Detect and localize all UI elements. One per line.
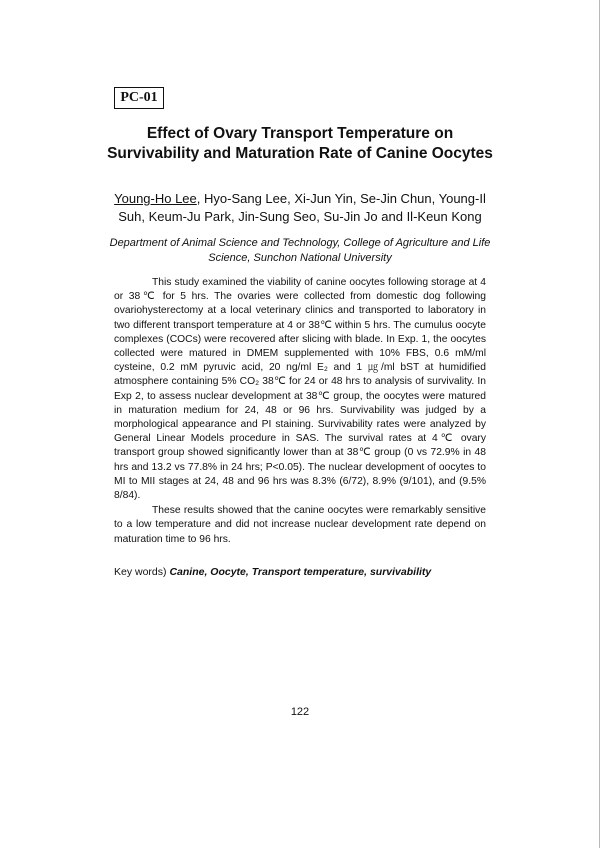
keywords-line (114, 565, 486, 579)
paper-code-badge: PC-01 (114, 87, 164, 109)
abstract-paragraph-1: This study examined the viability of canine oocytes following storage at 4 or 38℃ for 5 hrs. The ovaries were collected from domestic dog following ovariohysterectomy at a local veterinary clinics and transported to laboratory in two different transport temperature at 4 or 38℃ within 5 hrs. The cumulus oocyte complexes (COCs) were recovered after slicing with blade. In Exp. 1, the oocytes collected were matured in DMEM supplemented with 10% FBS, 0.6 mM/ml cysteine, 0.2 mM pyruvic acid, 20 ng/ml E₂ and 1 ㎍/ml bST at humidified atmosphere containing 5% CO₂ 38℃ for 24 or 48 hrs to analysis of survivality. In Exp 2, to assess nuclear development at 38℃ group, the oocytes were matured in maturation medium for 24, 48 or 96 hrs. Survivability was judged by a morphological appearance and PI staining. Survivability rates were analyzed by General Linear Models procedure in SAS. The survival rates at 4℃ ovary transport group showed significantly lower than at 38℃ group (0 vs 72.9% in 48 hrs and 13.2 vs 77.8% in 24 hrs; P<0.05). The nuclear development of oocytes to MI to MII stages at 24, 48 and 96 hrs was 8.3% (6/72), 8.9% (9/101), and (9.5% 8/84). (114, 277, 486, 502)
author-list (100, 190, 500, 226)
affiliation: Department of Animal Science and Technology, College of Agriculture and Life Science, Sunchon National University (109, 237, 491, 264)
page-number: 122 (290, 706, 310, 718)
keywords-label: Key words) (114, 566, 170, 578)
presenting-author: Young-Ho Lee (114, 191, 197, 206)
paper-title: Effect of Ovary Transport Temperature on Survivability and Maturation Rate of Canine Oocytes (107, 125, 493, 162)
co-authors: , Hyo-Sang Lee, Xi-Jun Yin, Se-Jin Chun, Young-Il Suh, Keum-Ju Park, Jin-Sung Seo, Su-Jin Jo and Il-Keun Kong (118, 191, 486, 224)
keywords-list: Canine, Oocyte, Transport temperature, survivability (169, 566, 432, 578)
abstract (114, 276, 486, 547)
abstract-paragraph-2: These results showed that the canine oocytes were remarkably sensitive to a low temperature and did not increase nuclear development rate depend on maturation time to 96 hrs. (114, 505, 486, 545)
